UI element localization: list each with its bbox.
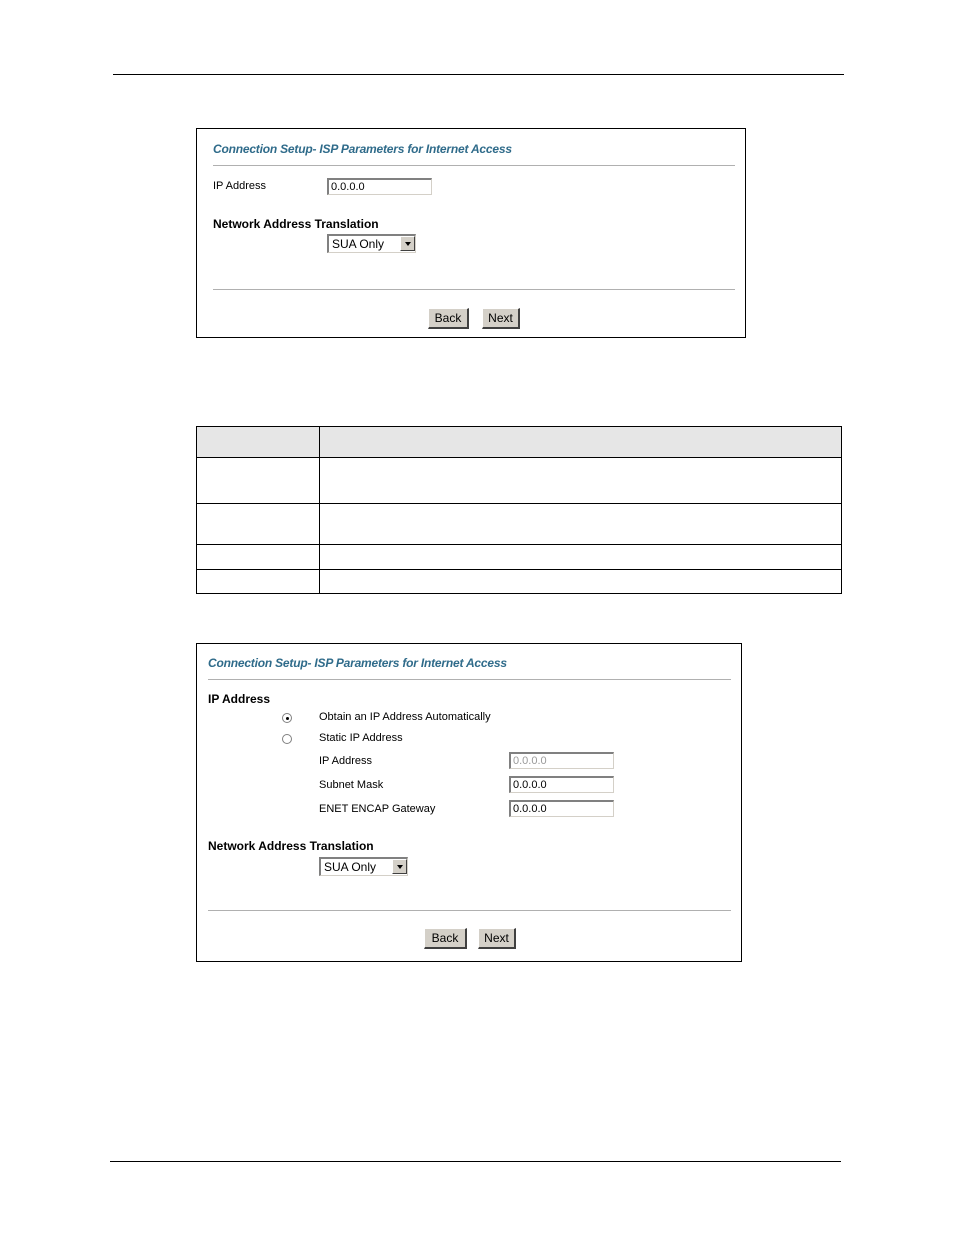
table-cell (197, 458, 320, 504)
nat-select[interactable] (327, 234, 416, 253)
table-header-cell (197, 427, 320, 458)
static-ip-radio[interactable] (282, 734, 292, 744)
ip-address-input[interactable]: 0.0.0.0 (327, 178, 432, 195)
table-row (197, 570, 842, 594)
nat-select-value: SUA Only (332, 237, 385, 251)
table-header-cell (320, 427, 842, 458)
table-cell (320, 570, 842, 594)
chevron-down-icon[interactable] (400, 236, 415, 251)
isp-parameters-panel-1 (196, 128, 746, 338)
table-cell (197, 545, 320, 570)
nat-select[interactable] (319, 857, 408, 876)
ip-address-label: IP Address (213, 180, 266, 192)
next-button[interactable]: Next (478, 928, 516, 949)
static-ip-label: Static IP Address (319, 732, 403, 744)
title-divider (208, 679, 731, 680)
gateway-label: ENET ENCAP Gateway (319, 803, 436, 815)
subnet-mask-label: Subnet Mask (319, 779, 384, 791)
ip-address-section-label: IP Address (208, 692, 271, 706)
footer-rule (110, 1161, 841, 1162)
footer-divider (208, 910, 731, 911)
footer-divider (213, 289, 735, 290)
obtain-automatically-radio[interactable] (282, 713, 292, 723)
table-cell (320, 545, 842, 570)
isp-parameters-panel-2 (196, 643, 742, 962)
subnet-mask-input[interactable]: 0.0.0.0 (509, 776, 614, 793)
panel-title: Connection Setup- ISP Parameters for Internet Access (208, 656, 507, 670)
table-cell (320, 504, 842, 545)
table-cell (197, 570, 320, 594)
table-row (197, 458, 842, 504)
table-cell (197, 504, 320, 545)
back-button[interactable]: Back (424, 928, 467, 949)
ip-address-label: IP Address (319, 755, 372, 767)
description-table (196, 426, 842, 594)
obtain-automatically-label: Obtain an IP Address Automatically (319, 711, 491, 723)
table-row (197, 545, 842, 570)
table-row (197, 504, 842, 545)
ip-address-input[interactable]: 0.0.0.0 (509, 752, 614, 769)
title-divider (213, 165, 735, 166)
chevron-down-icon[interactable] (392, 859, 407, 874)
nat-label: Network Address Translation (208, 839, 374, 853)
header-rule (113, 74, 844, 75)
table-cell (320, 458, 842, 504)
nat-label: Network Address Translation (213, 217, 379, 231)
table-header-row (197, 427, 842, 458)
panel-title: Connection Setup- ISP Parameters for Internet Access (213, 142, 512, 156)
next-button[interactable]: Next (482, 308, 520, 329)
gateway-input[interactable]: 0.0.0.0 (509, 800, 614, 817)
nat-select-value: SUA Only (324, 860, 377, 874)
back-button[interactable]: Back (428, 308, 469, 329)
